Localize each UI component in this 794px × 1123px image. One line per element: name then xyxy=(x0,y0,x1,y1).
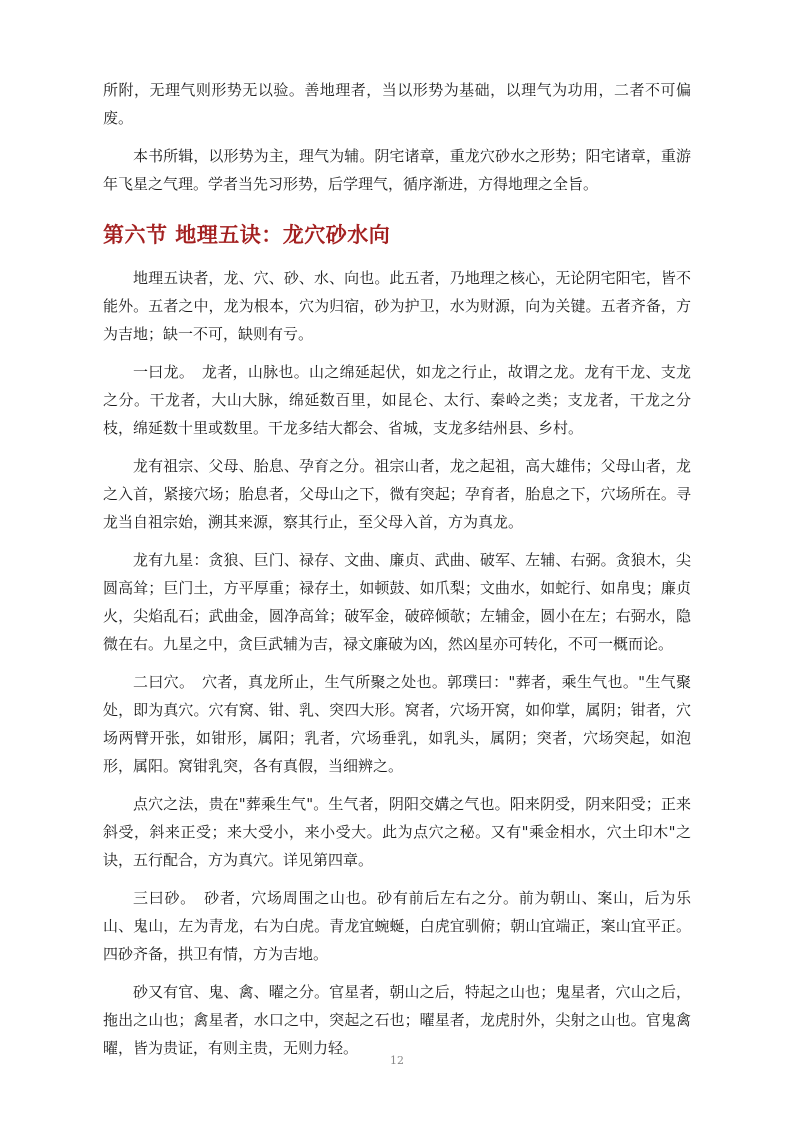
page-number: 12 xyxy=(390,1054,404,1067)
section-paragraph-overview: 地理五诀者，龙、穴、砂、水、向也。此五者，乃地理之核心，无论阴宅阳宅，皆不能外。五者之中，龙为根本，穴为归宿，砂为护卫，水为财源，向为关键。五者齐备，方为吉地；缺一不可，缺则有亏。 xyxy=(103,269,691,343)
intro-paragraph-continued: 所附，无理气则形势无以验。善地理者，当以形势为基础，以理气为功用，二者不可偏废。 xyxy=(103,81,691,127)
page-body xyxy=(103,76,691,1072)
section-paragraph-sand: 三曰砂。 砂者，穴场周围之山也。砂有前后左右之分。前为朝山、案山，后为乐山、鬼山，左为青龙，右为白虎。青龙宜蜿蜒，白虎宜驯俯；朝山宜端正，案山宜平正。四砂齐备，拱卫有情，方为吉地。 xyxy=(103,889,691,963)
section-paragraph-dragon-lineage: 龙有祖宗、父母、胎息、孕育之分。祖宗山者，龙之起祖，高大雄伟；父母山者，龙之入首，紧接穴场；胎息者，父母山之下，微有突起；孕育者，胎息之下，穴场所在。寻龙当自祖宗始，溯其来源，察其行止，至父母入首，方为真龙。 xyxy=(103,457,691,531)
intro-paragraph: 本书所辑，以形势为主，理气为辅。阴宅诸章，重龙穴砂水之形势；阳宅诸章，重游年飞星之气理。学者当先习形势，后学理气，循序渐进，方得地理之全旨。 xyxy=(103,147,691,193)
section-paragraph-cave: 二曰穴。 穴者，真龙所止，生气所聚之处也。郭璞曰："葬者，乘生气也。"生气聚处，即为真穴。穴有窝、钳、乳、突四大形。窝者，穴场开窝，如仰掌，属阴；钳者，穴场两臂开张，如钳形，属阳；乳者，穴场垂乳，如乳头，属阴；突者，穴场突起，如泡形，属阳。窝钳乳突，各有真假，当细辨之。 xyxy=(103,673,691,775)
section-paragraph-nine-stars: 龙有九星：贪狼、巨门、禄存、文曲、廉贞、武曲、破军、左辅、右弼。贪狼木，尖圆高耸；巨门土，方平厚重；禄存土，如顿鼓、如爪梨；文曲水，如蛇行、如帛曳；廉贞火，尖焰乱石；武曲金，圆净高耸；破军金，破碎倾欹；左辅金，圆小在左；右弼水，隐微在右。九星之中，贪巨武辅为吉，禄文廉破为凶，然凶星亦可转化，不可一概而论。 xyxy=(103,551,691,653)
section-paragraph-sand-types: 砂又有官、鬼、禽、曜之分。官星者，朝山之后，特起之山也；鬼星者，穴山之后，拖出之山也；禽星者，水口之中，突起之石也；曜星者，龙虎肘外，尖射之山也。官鬼禽曜，皆为贵证，有则主贵，无则力轻。 xyxy=(103,983,691,1057)
section-heading: 第六节 地理五诀：龙穴砂水向 xyxy=(103,223,391,247)
section-paragraph-dragon: 一曰龙。 龙者，山脉也。山之绵延起伏，如龙之行止，故谓之龙。龙有干龙、支龙之分。干龙者，大山大脉，绵延数百里，如昆仑、太行、秦岭之类；支龙者，干龙之分枝，绵延数十里或数里。干龙多结大都会、省城，支龙多结州县、乡村。 xyxy=(103,363,691,437)
section-paragraph-cave-method: 点穴之法，贵在"葬乘生气"。生气者，阴阳交媾之气也。阳来阴受，阴来阳受；正来斜受，斜来正受；来大受小，来小受大。此为点穴之秘。又有"乘金相水，穴土印木"之诀，五行配合，方为真穴。详见第四章。 xyxy=(103,795,691,869)
